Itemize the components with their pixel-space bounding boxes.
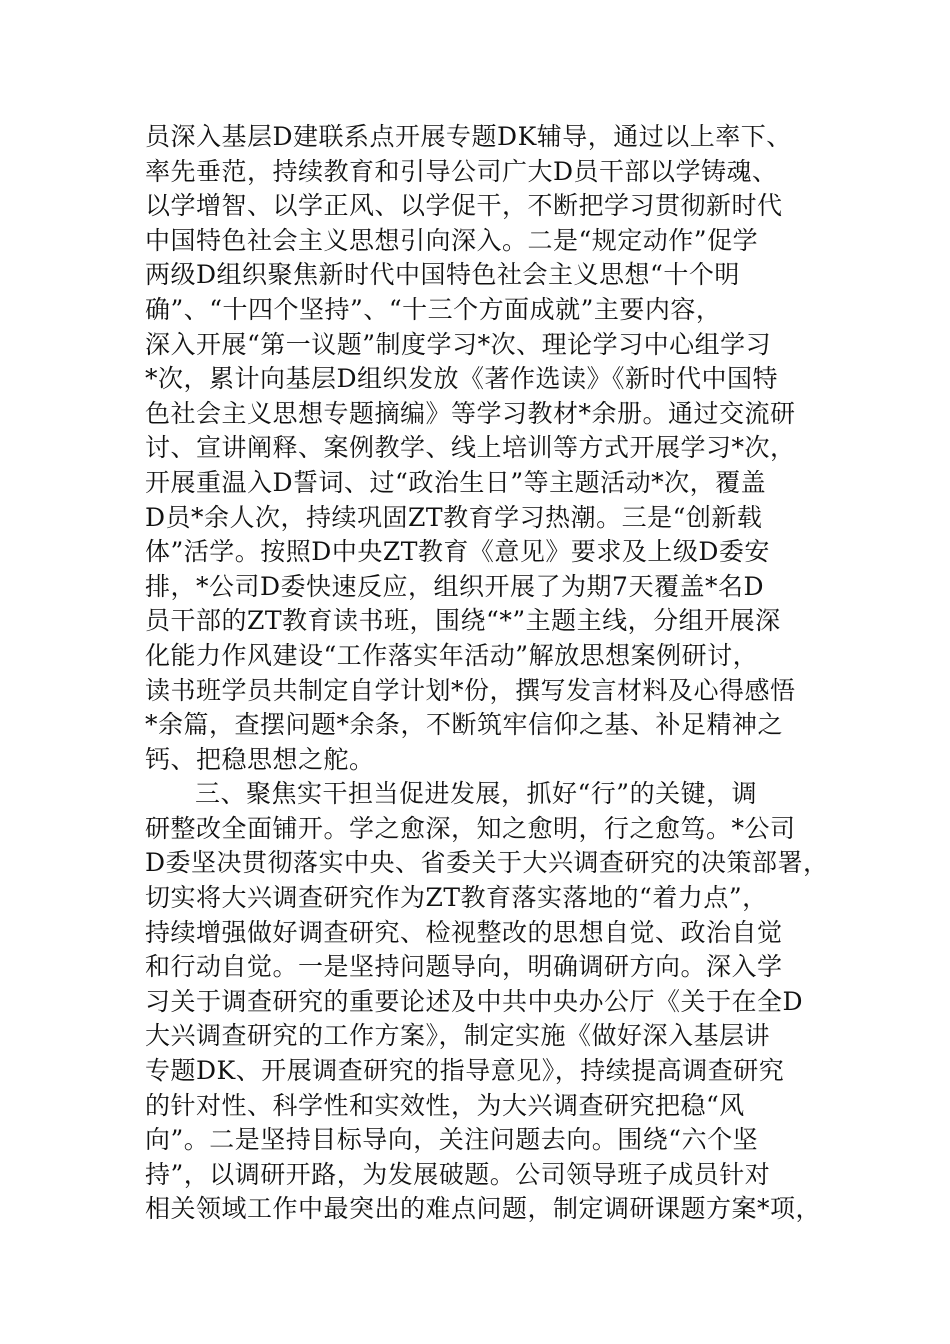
text-line: 切实将大兴调查研究作为ZT教育落实落地的“着力点”， bbox=[145, 883, 768, 913]
text-line: 持续增强做好调查研究、检视整改的思想自觉、政治自觉 bbox=[145, 917, 783, 947]
text-line: 以学增智、以学正风、以学促干，不断把学习贯彻新时代 bbox=[145, 191, 783, 221]
text-line: 两级D组织聚焦新时代中国特色社会主义思想“十个明 bbox=[145, 260, 740, 290]
text-line: 持”，以调研开路，为发展破题。公司领导班子成员针对 bbox=[145, 1159, 771, 1189]
text-line: *余篇，查摆问题*余条，不断筑牢信仰之基、补足精神之 bbox=[145, 710, 784, 740]
paragraph-start-line: 三、聚焦实干担当促进发展，抓好“行”的关键，调 bbox=[195, 779, 758, 809]
text-line: 员深入基层D建联系点开展专题DK辅导，通过以上率下、 bbox=[145, 122, 792, 151]
text-line: 开展重温入D誓词、过“政治生日”等主题活动*次，覆盖 bbox=[145, 467, 767, 497]
text-line: 大兴调查研究的工作方案》，制定实施《做好深入基层讲 bbox=[145, 1021, 771, 1051]
text-line: 相关领域工作中最突出的难点问题，制定调研课题方案*项， bbox=[145, 1194, 822, 1224]
text-line: 排，*公司D委快速反应，组织开展了为期7天覆盖*名D bbox=[145, 571, 764, 601]
text-line: 员干部的ZT教育读书班，围绕“*”主题主线，分组开展深 bbox=[145, 606, 781, 636]
text-line: 深入开展“第一议题”制度学习*次、理论学习中心组学习 bbox=[145, 329, 772, 359]
text-line: 读书班学员共制定自学计划*份，撰写发言材料及心得感悟 bbox=[145, 675, 796, 705]
text-line: 确”、“十四个坚持”、“十三个方面成就”主要内容， bbox=[145, 294, 722, 324]
text-line: 讨、宣讲阐释、案例教学、线上培训等方式开展学习*次， bbox=[145, 433, 796, 463]
text-line: 率先垂范，持续教育和引导公司广大D员干部以学铸魂、 bbox=[145, 156, 778, 186]
text-line: D委坚决贯彻落实中央、省委关于大兴调查研究的决策部署， bbox=[145, 848, 829, 878]
text-line: 专题DK、开展调查研究的指导意见》，持续提高调查研究 bbox=[145, 1056, 785, 1086]
text-line: 和行动自觉。一是坚持问题导向，明确调研方向。深入学 bbox=[145, 952, 783, 982]
body-text bbox=[145, 120, 829, 1227]
text-line: 化能力作风建设“工作落实年活动”解放思想案例研讨， bbox=[145, 640, 759, 670]
text-line: *次，累计向基层D组织发放《著作选读》《新时代中国特 bbox=[145, 364, 779, 394]
text-line: 体”活学。按照D中央ZT教育《意见》要求及上级D委安 bbox=[145, 537, 770, 567]
text-line: 习关于调查研究的重要论述及中共中央办公厅《关于在全D bbox=[145, 986, 804, 1016]
text-line: 色社会主义思想专题摘编》等学习教材*余册。通过交流研 bbox=[145, 398, 796, 428]
text-line: 中国特色社会主义思想引向深入。二是“规定动作”促学 bbox=[145, 225, 759, 255]
text-line: D员*余人次，持续巩固ZT教育学习热潮。三是“创新载 bbox=[145, 502, 763, 532]
text-line: 的针对性、科学性和实效性，为大兴调查研究把稳“风 bbox=[145, 1090, 745, 1120]
text-line: 钙、把稳思想之舵。 bbox=[145, 744, 375, 774]
text-line: 向”。二是坚持目标导向，关注问题去向。围绕“六个坚 bbox=[145, 1125, 759, 1155]
text-line: 研整改全面铺开。学之愈深，知之愈明，行之愈笃。*公司 bbox=[145, 813, 796, 843]
